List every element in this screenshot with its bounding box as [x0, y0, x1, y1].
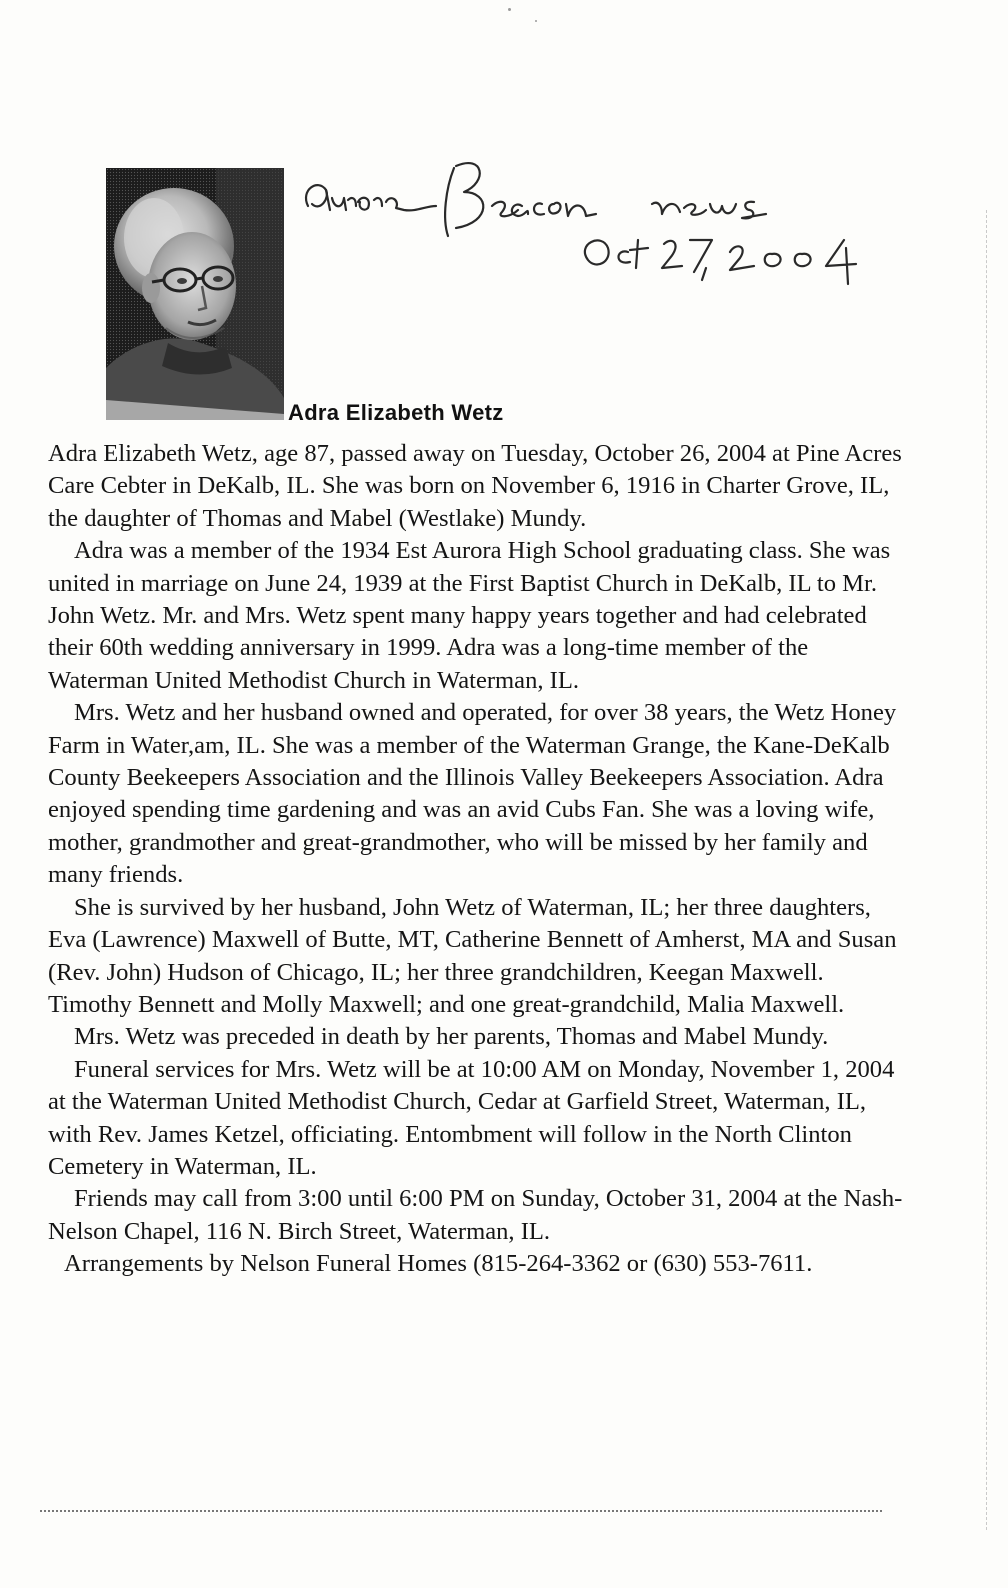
- obituary-paragraph: Friends may call from 3:00 until 6:00 PM on Sunday, October 31, 2004 at the Nash-Nelson Chapel, 116 N. Birch Street, Waterman, IL.: [48, 1185, 903, 1245]
- obituary-paragraph: She is survived by her husband, John Wetz of Waterman, IL; her three daughters, Eva (Lawrence) Maxwell of Butte, MT, Catherine Bennett of Amherst, MA and Susan (Rev. John) Hudson of Chicago, IL; her three grandchildren, Keegan Maxwell. Timothy Bennett and Molly Maxwell; and one great-grandchild, Malia Maxwell.: [48, 893, 897, 1018]
- obituary-paragraph: Adra Elizabeth Wetz, age 87, passed away on Tuesday, October 26, 2004 at Pine Acres Care Cebter in DeKalb, IL. She was born on November 6, 1916 in Charter Grove, IL, the daughter of Thomas and Mabel (Westlake) Mundy.: [48, 440, 902, 532]
- bottom-dotted-rule: [40, 1510, 882, 1512]
- obituary-paragraph: Funeral services for Mrs. Wetz will be at 10:00 AM on Monday, November 1, 2004 at the Waterman United Methodist Church, Cedar at Garfield Street, Waterman, IL, with Rev. James Ketzel, officiating. Entombment will follow in the North Clinton Cemetery in Waterman, IL.: [48, 1055, 895, 1180]
- obituary-paragraph: Mrs. Wetz and her husband owned and operated, for over 38 years, the Wetz Honey Farm in Water,am, IL. She was a member of the Waterman Grange, the Kane-DeKalb County Beekeepers Association and the Illinois Valley Beekeepers Association. Adra enjoyed spending time gardening and was an avid Cubs Fan. She was a loving wife, mother, grandmother and great-grandmother, who will be missed by her family and many friends.: [48, 699, 897, 889]
- obituary-body: [48, 438, 908, 1281]
- portrait-image: [106, 168, 284, 420]
- handwriting-strokes: [296, 148, 946, 308]
- scan-speck: [535, 20, 537, 22]
- obituary-paragraph: Adra was a member of the 1934 Est Aurora High School graduating class. She was united in marriage on June 24, 1939 at the First Baptist Church in DeKalb, IL to Mr. John Wetz. Mr. and Mrs. Wetz spent many happy years together and had celebrated their 60th wedding anniversary in 1999. Adra was a long-time member of the Waterman United Methodist Church in Waterman, IL.: [48, 537, 891, 694]
- scan-speck: [508, 8, 511, 11]
- obituary-name-heading: Adra Elizabeth Wetz: [288, 400, 504, 425]
- page-edge-line: [986, 210, 988, 1530]
- obituary-paragraph: Arrangements by Nelson Funeral Homes (815-264-3362 or (630) 553-7611.: [64, 1250, 813, 1278]
- obituary-paragraph: Mrs. Wetz was preceded in death by her parents, Thomas and Mabel Mundy.: [74, 1023, 829, 1051]
- portrait-photo: [106, 168, 284, 420]
- handwritten-annotation: [296, 148, 946, 308]
